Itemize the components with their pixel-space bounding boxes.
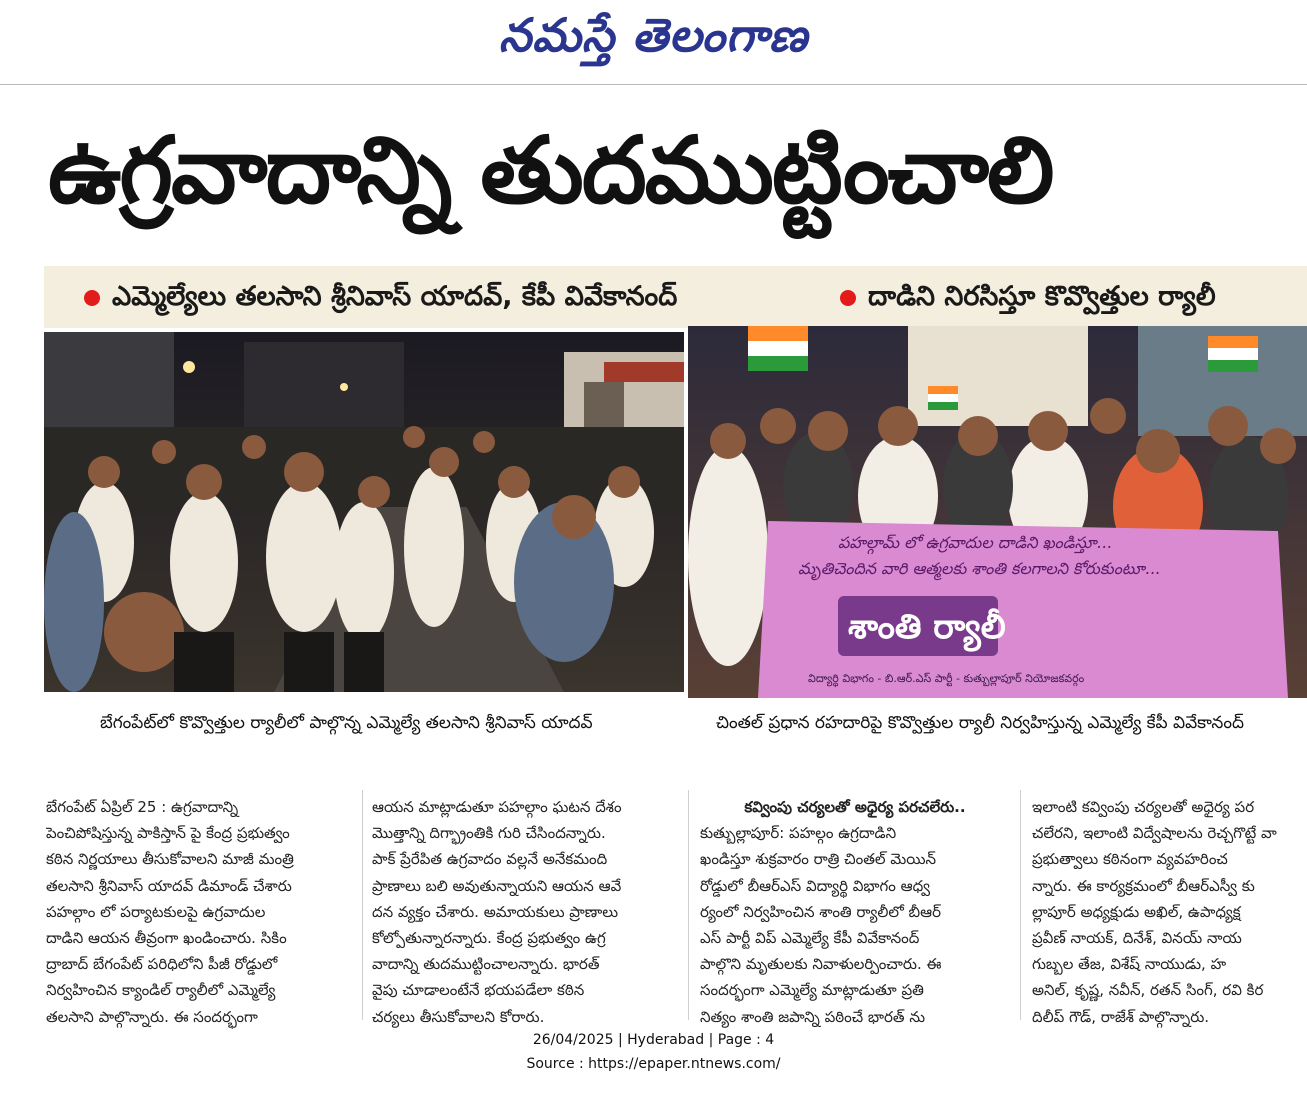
column-line: ఇలాంటి కవ్వింపు చర్యలతో అధైర్య పర	[1032, 798, 1255, 816]
banner-title: శాంతి ర్యాలీ	[848, 607, 1006, 647]
column-line: దాడిని ఆయన తీవ్రంగా ఖండించారు. సికిం	[46, 929, 287, 948]
column-line: పాక్ ప్రేరేపిత ఉగ్రవాదం వల్లనే అనేకమంది	[372, 850, 608, 869]
masthead-divider	[0, 84, 1307, 85]
newspaper-masthead	[0, 0, 1307, 80]
red-bullet-icon	[84, 290, 100, 306]
banner-line-2: మృతిచెందిన వారి ఆత్మలకు శాంతి కలగాలని కోరుకుంటూ...	[798, 559, 1161, 578]
photo-caption-2: చింతల్ ప్రధాన రహదారిపై కొవ్వొత్తుల ర్యాలీ నిర్వహిస్తున్న ఎమ్మెల్యే కేపీ వివేకానంద్	[716, 713, 1244, 733]
subheadline-2: దాడిని నిరసిస్తూ కొవ్వొత్తుల ర్యాలీ	[868, 281, 1216, 312]
banner-line-1: పహల్గామ్ లో ఉగ్రవాదుల దాడిని ఖండిస్తూ...	[838, 533, 1112, 552]
subheadline-1: ఎమ్మెల్యేలు తలసాని శ్రీనివాస్ యాదవ్, కేపీ వివేకానంద్	[112, 281, 678, 312]
edition-info: 26/04/2025 | Hyderabad | Page : 4	[532, 1032, 775, 1048]
article-headline: ఉగ్రవాదాన్ని తుదముట్టించాలి	[48, 117, 1053, 224]
column-line: చలేరని, ఇలాంటి విద్వేషాలను రెచ్చగొట్టే వా	[1032, 824, 1277, 843]
column-line: పహల్గాం లో పర్యాటకులపై ఉగ్రవాదుల	[46, 902, 266, 921]
column-line: పాల్గొని మృతులకు నివాళులర్పించారు. ఈ	[700, 955, 942, 974]
column-line: ద్రాబాద్ బేగంపేట్ పరిధిలోని పీజీ రోడ్డులో	[46, 955, 278, 974]
rally-photo-begumpet	[44, 332, 684, 692]
column-line: రోడ్డులో బీఆర్ఎస్ విద్యార్థి విభాగం ఆధ్వ	[700, 876, 930, 895]
column-line: దన వ్యక్తం చేశారు. అమాయకులు ప్రాణాలు	[372, 902, 619, 921]
column-line: బేగంపేట్ ఏప్రిల్ 25 : ఉగ్రవాదాన్ని	[46, 798, 239, 816]
column-line: పెంచిపోషిస్తున్న పాకిస్తాన్ పై కేంద్ర ప్రభుత్వం	[46, 824, 290, 843]
column-line: ఎస్ పార్టీ విప్ ఎమ్మెల్యే కేపీ వివేకానంద్	[700, 929, 920, 948]
column-line: చర్యలు తీసుకోవాలని కోరారు.	[372, 1007, 545, 1026]
red-bullet-icon	[840, 290, 856, 306]
article-column-2	[372, 794, 678, 1030]
column-divider	[688, 790, 689, 1020]
column-divider	[362, 790, 363, 1020]
column-line: తలసాని శ్రీనివాస్ యాదవ్ డిమాండ్ చేశారు	[46, 876, 292, 895]
article-column-4	[1032, 794, 1307, 1030]
column-line: అనిల్, కృష్ణ, నవీన్, రతన్ సింగ్, రవి కిర	[1032, 981, 1264, 1000]
photo-caption-1: బేగంపేట్‌లో కొవ్వొత్తుల ర్యాలీలో పాల్గొన్న ఎమ్మెల్యే తలసాని శ్రీనివాస్ యాదవ్	[100, 713, 593, 733]
column-line: ప్రాణాలు బలి అవుతున్నాయని ఆయన ఆవే	[372, 876, 622, 895]
column-line: ప్రవీణ్ నాయక్, దినేశ్, వినయ్ నాయ	[1032, 929, 1242, 948]
column-line: సందర్భంగా ఎమ్మెల్యే మాట్లాడుతూ ప్రతి	[700, 981, 924, 1000]
column-line: ల్లాపూర్ అధ్యక్షుడు అఖిల్, ఉపాధ్యక్ష	[1032, 902, 1241, 921]
column-line: గుబ్బల తేజ, విశేష్ నాయుడు, హ	[1032, 955, 1227, 974]
rally-photo-chintal	[688, 326, 1307, 698]
column-line: తలసాని పాల్గొన్నారు. ఈ సందర్భంగా	[46, 1007, 258, 1026]
column-line: కుత్బుల్లాపూర్: పహల్గం ఉగ్రదాడిని	[700, 824, 897, 843]
column-line: న్నారు. ఈ కార్యక్రమంలో బీఆర్ఎస్వీ కు	[1032, 876, 1255, 895]
column-line: మొత్తాన్ని దిగ్భ్రాంతికి గురి చేసిందన్నారు.	[372, 824, 606, 843]
source-link[interactable]: Source : https://epaper.ntnews.com/	[526, 1056, 781, 1072]
column-line: దిలీప్ గౌడ్, రాజేశ్ పాల్గొన్నారు.	[1032, 1007, 1210, 1026]
column-line: కఠిన నిర్ణయాలు తీసుకోవాలని మాజీ మంత్రి	[46, 850, 294, 869]
column-line: వాదాన్ని తుదముట్టించాలన్నారు. భారత్	[372, 955, 600, 974]
article-column-1	[46, 794, 358, 1030]
column-line: ప్రభుత్వాలు కఠినంగా వ్యవహరించ	[1032, 850, 1228, 869]
column-line: వైపు చూడాలంటేనే భయపడేలా కఠిన	[372, 981, 585, 1000]
column-line: ఖండిస్తూ శుక్రవారం రాత్రి చింతల్ మెయిన్	[700, 850, 937, 869]
column-line: ఆయన మాట్లాడుతూ పహల్గాం ఘటన దేశం	[372, 798, 622, 816]
subheadline-bar	[44, 266, 1307, 328]
column-line: నిత్యం శాంతి జపాన్ని పఠించే భారత్ ను	[700, 1007, 926, 1026]
column-line: ర్యంలో నిర్వహించిన శాంతి ర్యాలీలో బీఆర్	[700, 902, 941, 921]
masthead-title: నమస్తే తెలంగాణ	[498, 8, 809, 62]
column-line: కోల్పోతున్నారన్నారు. కేంద్ర ప్రభుత్వం ఉగ్ర	[372, 929, 606, 948]
column-divider	[1020, 790, 1021, 1020]
column-subheading: కవ్వింపు చర్యలతో అధైర్య పరచలేరు..	[744, 798, 966, 816]
column-line: నిర్వహించిన క్యాండిల్ ర్యాలీలో ఎమ్మెల్యే	[46, 981, 276, 1000]
banner-line-3: విద్యార్థి విభాగం - బి.ఆర్.ఎస్ పార్టీ - కుత్బుల్లాపూర్ నియోజకవర్గం	[808, 672, 1085, 685]
article-column-3	[700, 794, 1010, 1030]
